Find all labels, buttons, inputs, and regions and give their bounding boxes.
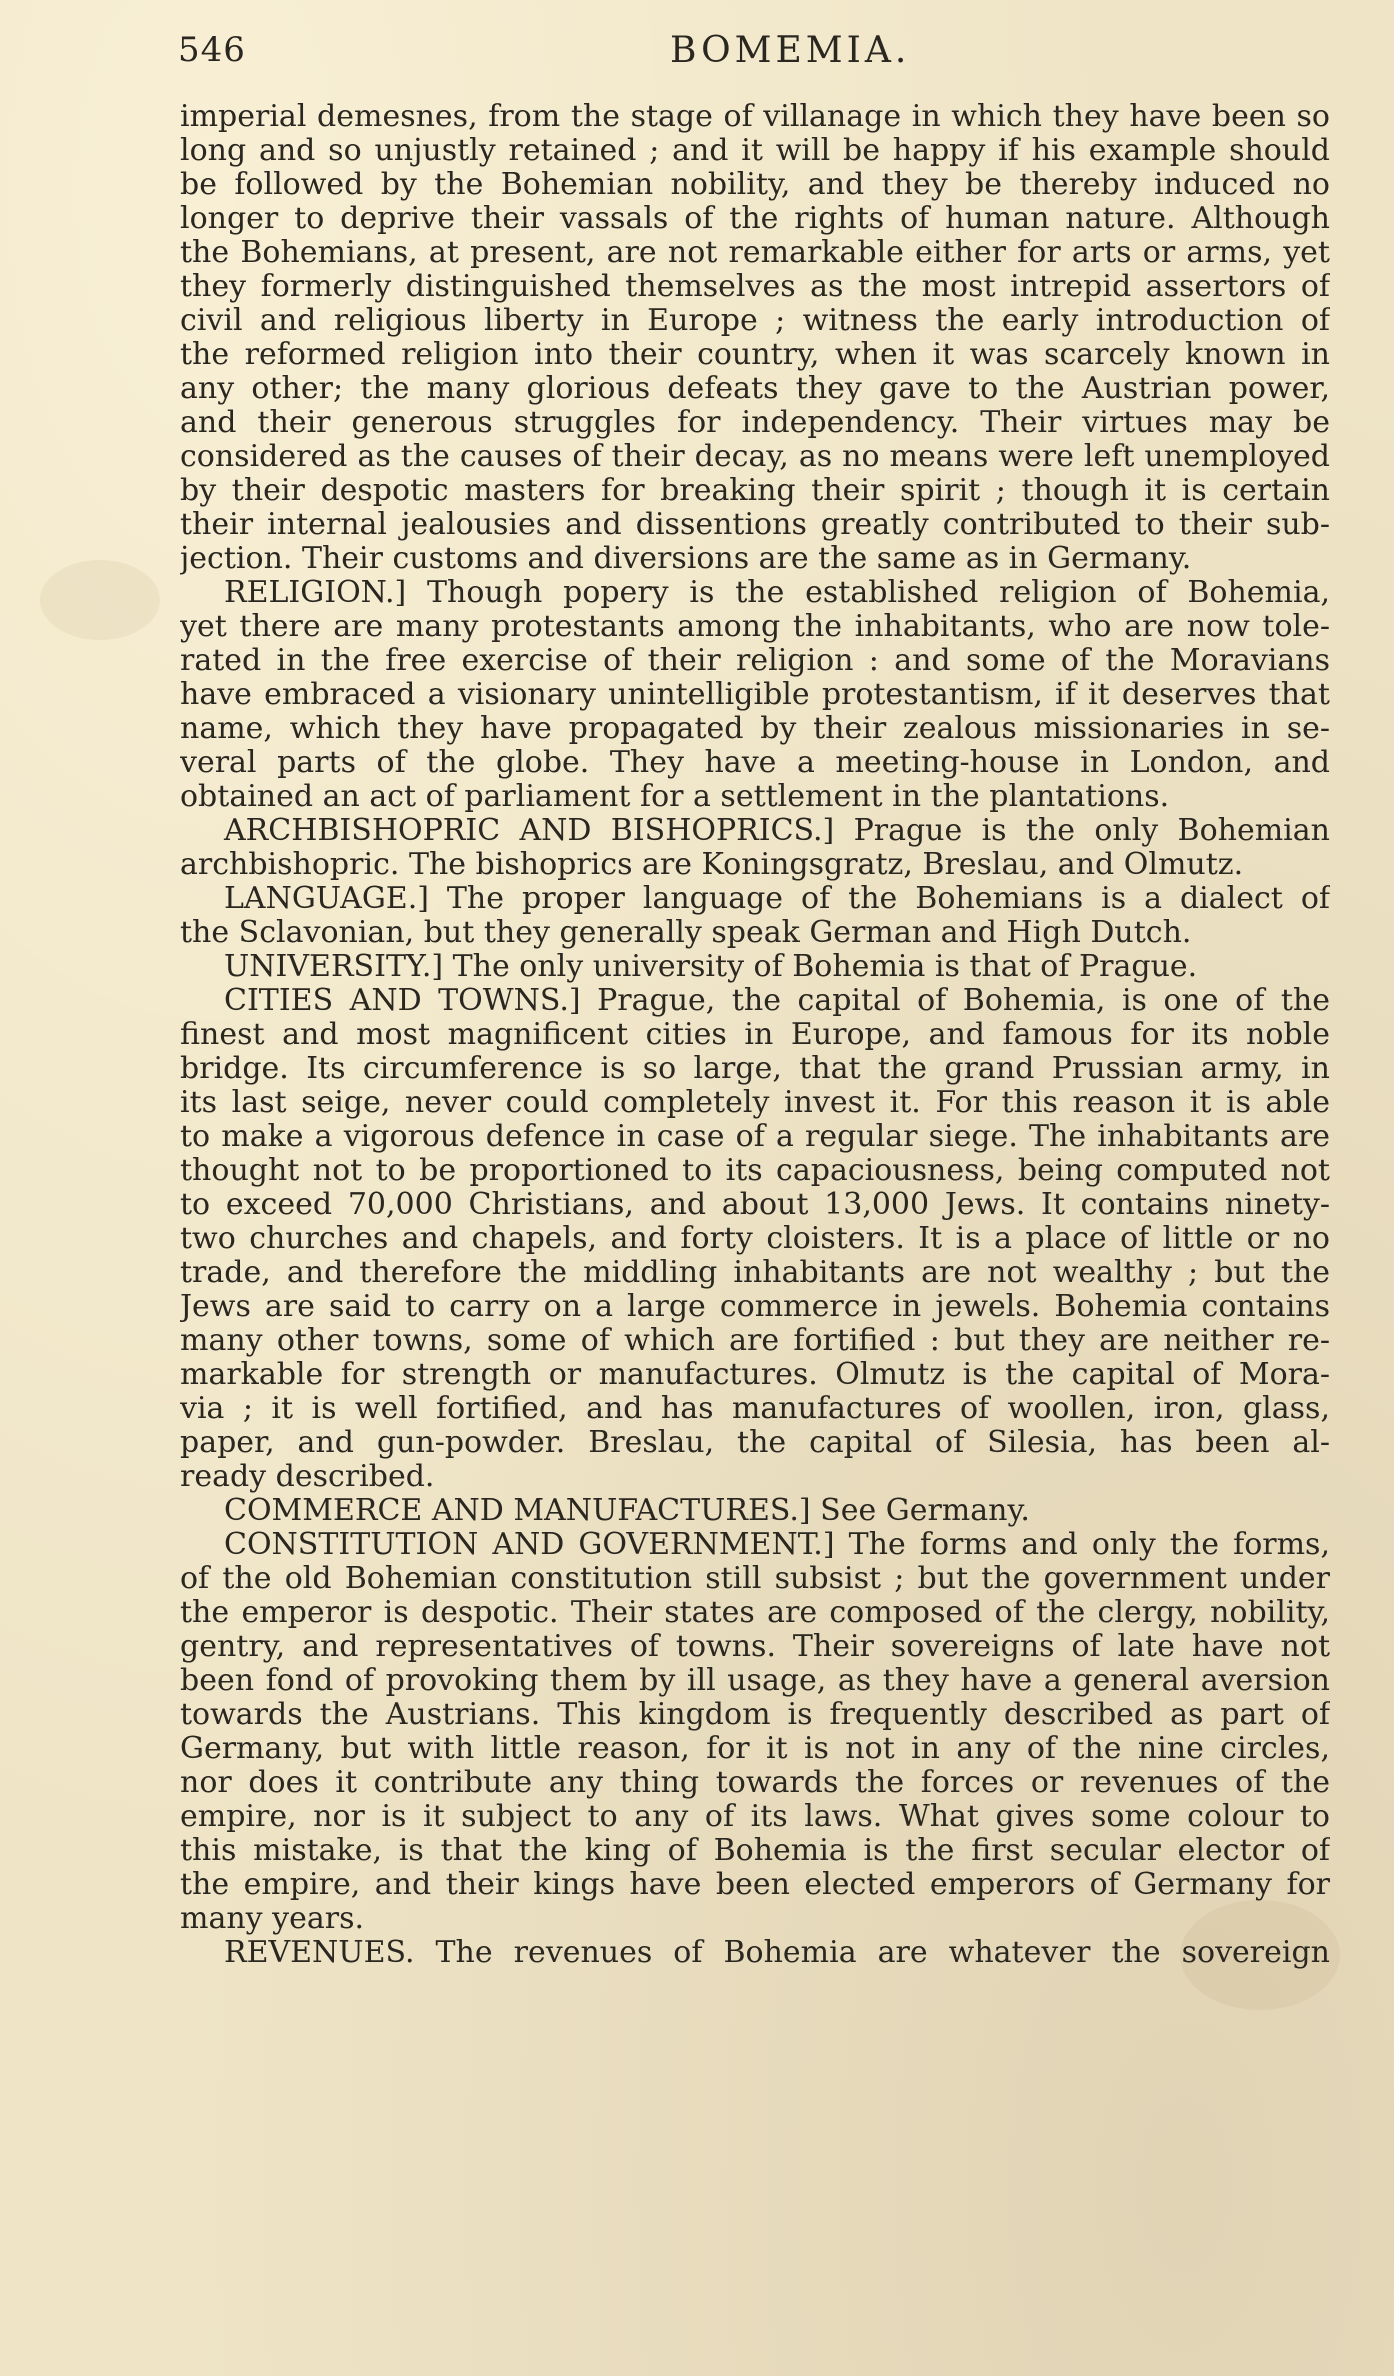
text-line: paper, and gun-powder. Breslau, the capital of Silesia, has been al-: [180, 1426, 1330, 1460]
text-line: rated in the free exercise of their religion : and some of the Moravians: [180, 644, 1330, 678]
text-line: its last seige, never could completely invest it. For this reason it is able: [180, 1086, 1330, 1120]
text-line: Germany, but with little reason, for it is not in any of the nine circles,: [180, 1732, 1330, 1766]
text-line: been fond of provoking them by ill usage, as they have a general aversion: [180, 1664, 1330, 1698]
section-religion: RELIGION.] Though popery is the established religion of Bohemia,: [224, 576, 1330, 610]
text-line: the empire, and their kings have been elected emperors of Germany for: [180, 1868, 1330, 1902]
text-line: empire, nor is it subject to any of its laws. What gives some colour to: [180, 1800, 1330, 1834]
text-line: to make a vigorous defence in case of a regular siege. The inhabitants are: [180, 1120, 1330, 1154]
text-line: this mistake, is that the king of Bohemia is the first secular elector of: [180, 1834, 1330, 1868]
text-line: two churches and chapels, and forty cloisters. It is a place of little or no: [180, 1222, 1330, 1256]
text-line: the emperor is despotic. Their states are composed of the clergy, nobility,: [180, 1596, 1330, 1630]
text-line: long and so unjustly retained ; and it will be happy if his example should: [180, 134, 1330, 168]
paper-stain: [40, 560, 160, 640]
text-line: the Sclavonian, but they generally speak German and High Dutch.: [180, 916, 1192, 950]
text-line: obtained an act of parliament for a settlement in the plantations.: [180, 780, 1170, 814]
text-line: name, which they have propagated by their zealous missionaries in se-: [180, 712, 1330, 746]
text-line: ready described.: [180, 1460, 435, 1494]
section-cities-and-towns: CITIES AND TOWNS.] Prague, the capital of Bohemia, is one of the: [224, 984, 1330, 1018]
text-line: they formerly distinguished themselves as the most intrepid assertors of: [180, 270, 1330, 304]
text-line: many years.: [180, 1902, 364, 1936]
text-line: jection. Their customs and diversions are the same as in Germany.: [180, 542, 1192, 576]
text-line: bridge. Its circumference is so large, that the grand Prussian army, in: [180, 1052, 1330, 1086]
text-line: archbishopric. The bishoprics are Koningsgratz, Breslau, and Olmutz.: [180, 848, 1244, 882]
page-number: 546: [178, 30, 246, 70]
text-line: longer to deprive their vassals of the rights of human nature. Although: [180, 202, 1330, 236]
section-revenues: REVENUES. The revenues of Bohemia are whatever the sovereign: [224, 1936, 1330, 1970]
text-line: veral parts of the globe. They have a meeting-house in London, and: [180, 746, 1330, 780]
text-line: yet there are many protestants among the inhabitants, who are now tole-: [180, 610, 1330, 644]
text-line: the reformed religion into their country, when it was scarcely known in: [180, 338, 1330, 372]
text-line: the Bohemians, at present, are not remarkable either for arts or arms, yet: [180, 236, 1330, 270]
text-line: finest and most magnificent cities in Europe, and famous for its noble: [180, 1018, 1330, 1052]
section-constitution: CONSTITUTION AND GOVERNMENT.] The forms and only the forms,: [224, 1528, 1330, 1562]
text-line: and their generous struggles for independency. Their virtues may be: [180, 406, 1330, 440]
text-line: by their despotic masters for breaking their spirit ; though it is certain: [180, 474, 1330, 508]
text-line: have embraced a visionary unintelligible protestantism, if it deserves that: [180, 678, 1330, 712]
text-line: their internal jealousies and dissentions greatly contributed to their sub-: [180, 508, 1330, 542]
section-commerce: COMMERCE AND MANUFACTURES.] See Germany.: [224, 1494, 1030, 1528]
section-archbishopric: ARCHBISHOPRIC AND BISHOPRICS.] Prague is the only Bohemian: [224, 814, 1330, 848]
page-header: [170, 22, 1380, 92]
text-line: imperial demesnes, from the stage of villanage in which they have been so: [180, 100, 1330, 134]
text-line: many other towns, some of which are fortified : but they are neither re-: [180, 1324, 1330, 1358]
text-line: Jews are said to carry on a large commerce in jewels. Bohemia contains: [180, 1290, 1330, 1324]
body-text: [180, 100, 1330, 1970]
section-language: LANGUAGE.] The proper language of the Bohemians is a dialect of: [224, 882, 1330, 916]
text-line: considered as the causes of their decay, as no means were left unemployed: [180, 440, 1330, 474]
text-line: markable for strength or manufactures. Olmutz is the capital of Mora-: [180, 1358, 1330, 1392]
text-line: trade, and therefore the middling inhabitants are not wealthy ; but the: [180, 1256, 1330, 1290]
text-line: any other; the many glorious defeats they gave to the Austrian power,: [180, 372, 1330, 406]
text-line: via ; it is well fortified, and has manufactures of woollen, iron, glass,: [180, 1392, 1330, 1426]
text-line: to exceed 70,000 Christians, and about 13,000 Jews. It contains ninety-: [180, 1188, 1330, 1222]
text-line: thought not to be proportioned to its capaciousness, being computed not: [180, 1154, 1330, 1188]
text-line: of the old Bohemian constitution still subsist ; but the government under: [180, 1562, 1330, 1596]
text-line: nor does it contribute any thing towards the forces or revenues of the: [180, 1766, 1330, 1800]
text-line: towards the Austrians. This kingdom is frequently described as part of: [180, 1698, 1330, 1732]
text-line: gentry, and representatives of towns. Their sovereigns of late have not: [180, 1630, 1330, 1664]
text-line: be followed by the Bohemian nobility, and they be thereby induced no: [180, 168, 1330, 202]
text-line: civil and religious liberty in Europe ; witness the early introduction of: [180, 304, 1330, 338]
running-head: BOMEMIA.: [670, 30, 911, 71]
section-university: UNIVERSITY.] The only university of Bohemia is that of Prague.: [224, 950, 1198, 984]
